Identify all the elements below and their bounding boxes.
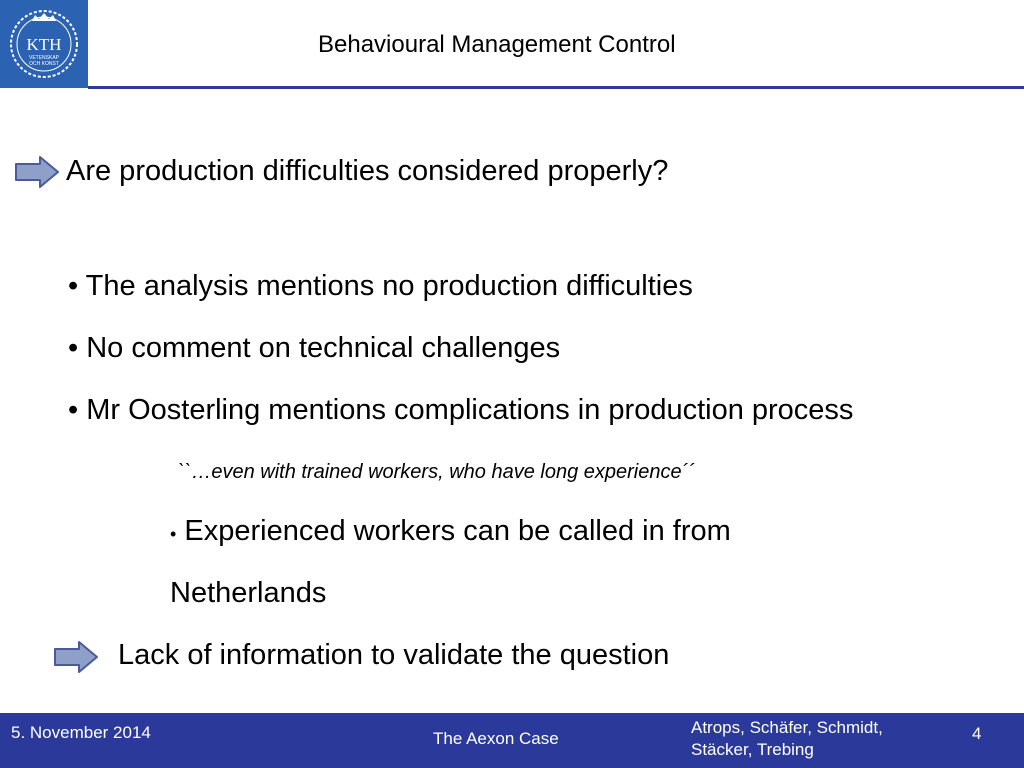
bullet-item: • No comment on technical challenges [68,332,561,364]
footer-authors [691,717,883,761]
right-arrow-icon [14,155,60,189]
footer-authors-line2: Stäcker, Trebing [691,740,814,759]
svg-text:OCH KONST: OCH KONST [29,61,59,67]
footer-authors-line1: Atrops, Schäfer, Schmidt, [691,718,883,737]
kth-logo [0,0,88,88]
conclusion-text: Lack of information to validate the question [118,639,670,671]
footer-bar [0,713,1024,768]
question-heading: Are production difficulties considered properly? [66,155,669,187]
page-number: 4 [972,724,982,743]
bullet-marker: • [170,524,177,544]
sub-bullet-item [170,515,731,548]
right-arrow-icon [53,640,99,674]
header-divider [88,86,1024,89]
footer-case-title: The Aexon Case [433,729,559,748]
sub-bullet-text-line2: Netherlands [170,577,327,609]
footer-date: 5. November 2014 [11,723,151,742]
kth-crest-icon [4,4,84,84]
bullet-item: • The analysis mentions no production difficulties [68,270,693,302]
slide-title: Behavioural Management Control [318,31,676,58]
svg-text:KTH: KTH [26,35,62,54]
bullet-item: • Mr Oosterling mentions complications in production process [68,394,854,426]
quote-text: ``…even with trained workers, who have long experience´´ [178,461,695,483]
sub-bullet-text-line1: Experienced workers can be called in from [184,515,731,547]
svg-text:VETENSKAP: VETENSKAP [28,55,60,61]
